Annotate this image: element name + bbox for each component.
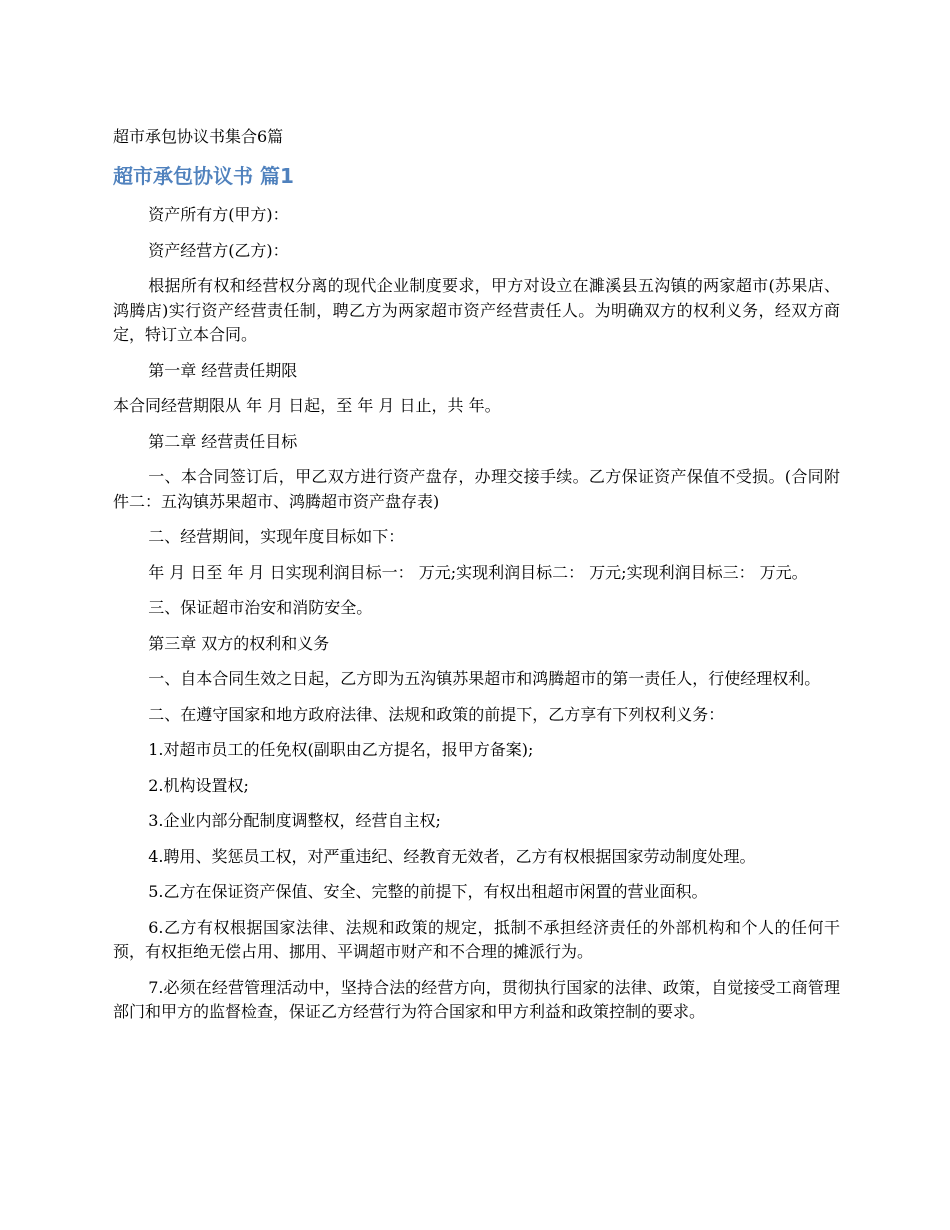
chapter-2-heading: 第二章 经营责任目标 [148,431,298,451]
paragraph-responsible-person: 一、自本合同生效之日起，乙方即为五沟镇苏果超市和鸿腾超市的第一责任人，行使经理权利。 [148,669,821,688]
list-item-1: 1.对超市员工的任免权(副职由乙方提名，报甲方备案); [148,740,534,759]
profit-targets-text: 年 月 日至 年 月 日实现利润目标一： 万元;实现利润目标二： 万元;实现利润目标三： 万元。 [148,562,808,582]
document-title: 超市承包协议书集合6篇 [113,127,284,146]
chapter-3-heading: 第三章 双方的权利和义务 [148,633,330,653]
paragraph-safety: 三、保证超市治安和消防安全。 [148,598,373,617]
list-item-6: 6.乙方有权根据国家法律、法规和政策的规定，抵制不承担经济责任的外部机构和个人的任何干预，有权拒绝无偿占用、挪用、平调超市财产和不合理的摊派行为。 [113,917,840,961]
list-item-3: 3.企业内部分配制度调整权，经营自主权; [148,811,441,830]
list-item-4: 4.聘用、奖惩员工权，对严重违纪、经教育无效者，乙方有权根据国家劳动制度处理。 [148,846,756,866]
paragraph-profit-targets [113,561,840,586]
document-body [113,203,840,1036]
paragraph-annual-targets: 二、经营期间，实现年度目标如下： [148,527,405,546]
paragraph-rights-intro: 二、在遵守国家和地方政府法律、法规和政策的前提下，乙方享有下列权利义务： [148,704,725,724]
list-item-7: 7.必须在经营管理活动中，坚持合法的经营方向，贯彻执行国家的法律、政策，自觉接受工商管理部门和甲方的监督检查，保证乙方经营行为符合国家和甲方利益和政策控制的要求。 [113,977,840,1021]
section-heading: 超市承包协议书 篇1 [113,164,294,188]
list-item-2: 2.机构设置权; [148,775,249,795]
chapter-1-heading: 第一章 经营责任期限 [148,360,298,380]
list-item-5: 5.乙方在保证资产保值、安全、完整的前提下，有权出租超市闲置的营业面积。 [148,882,708,901]
paragraph-inventory: 一、本合同签订后，甲乙双方进行资产盘存，办理交接手续。乙方保证资产保值不受损。(合同附件二：五沟镇苏果超市、鸿腾超市资产盘存表) [113,467,840,511]
paragraph-party-a: 资产所有方(甲方)： [148,205,289,224]
paragraph-preamble: 根据所有权和经营权分离的现代企业制度要求，甲方对设立在濉溪县五沟镇的两家超市(苏果店、鸿腾店)实行资产经营责任制，聘乙方为两家超市资产经营责任人。为明确双方的权利义务，经双方商定，特订立本合同。 [113,276,840,344]
paragraph-term: 本合同经营期限从 年 月 日起，至 年 月 日止，共 年。 [113,396,501,415]
paragraph-party-b: 资产经营方(乙方)： [148,240,289,260]
